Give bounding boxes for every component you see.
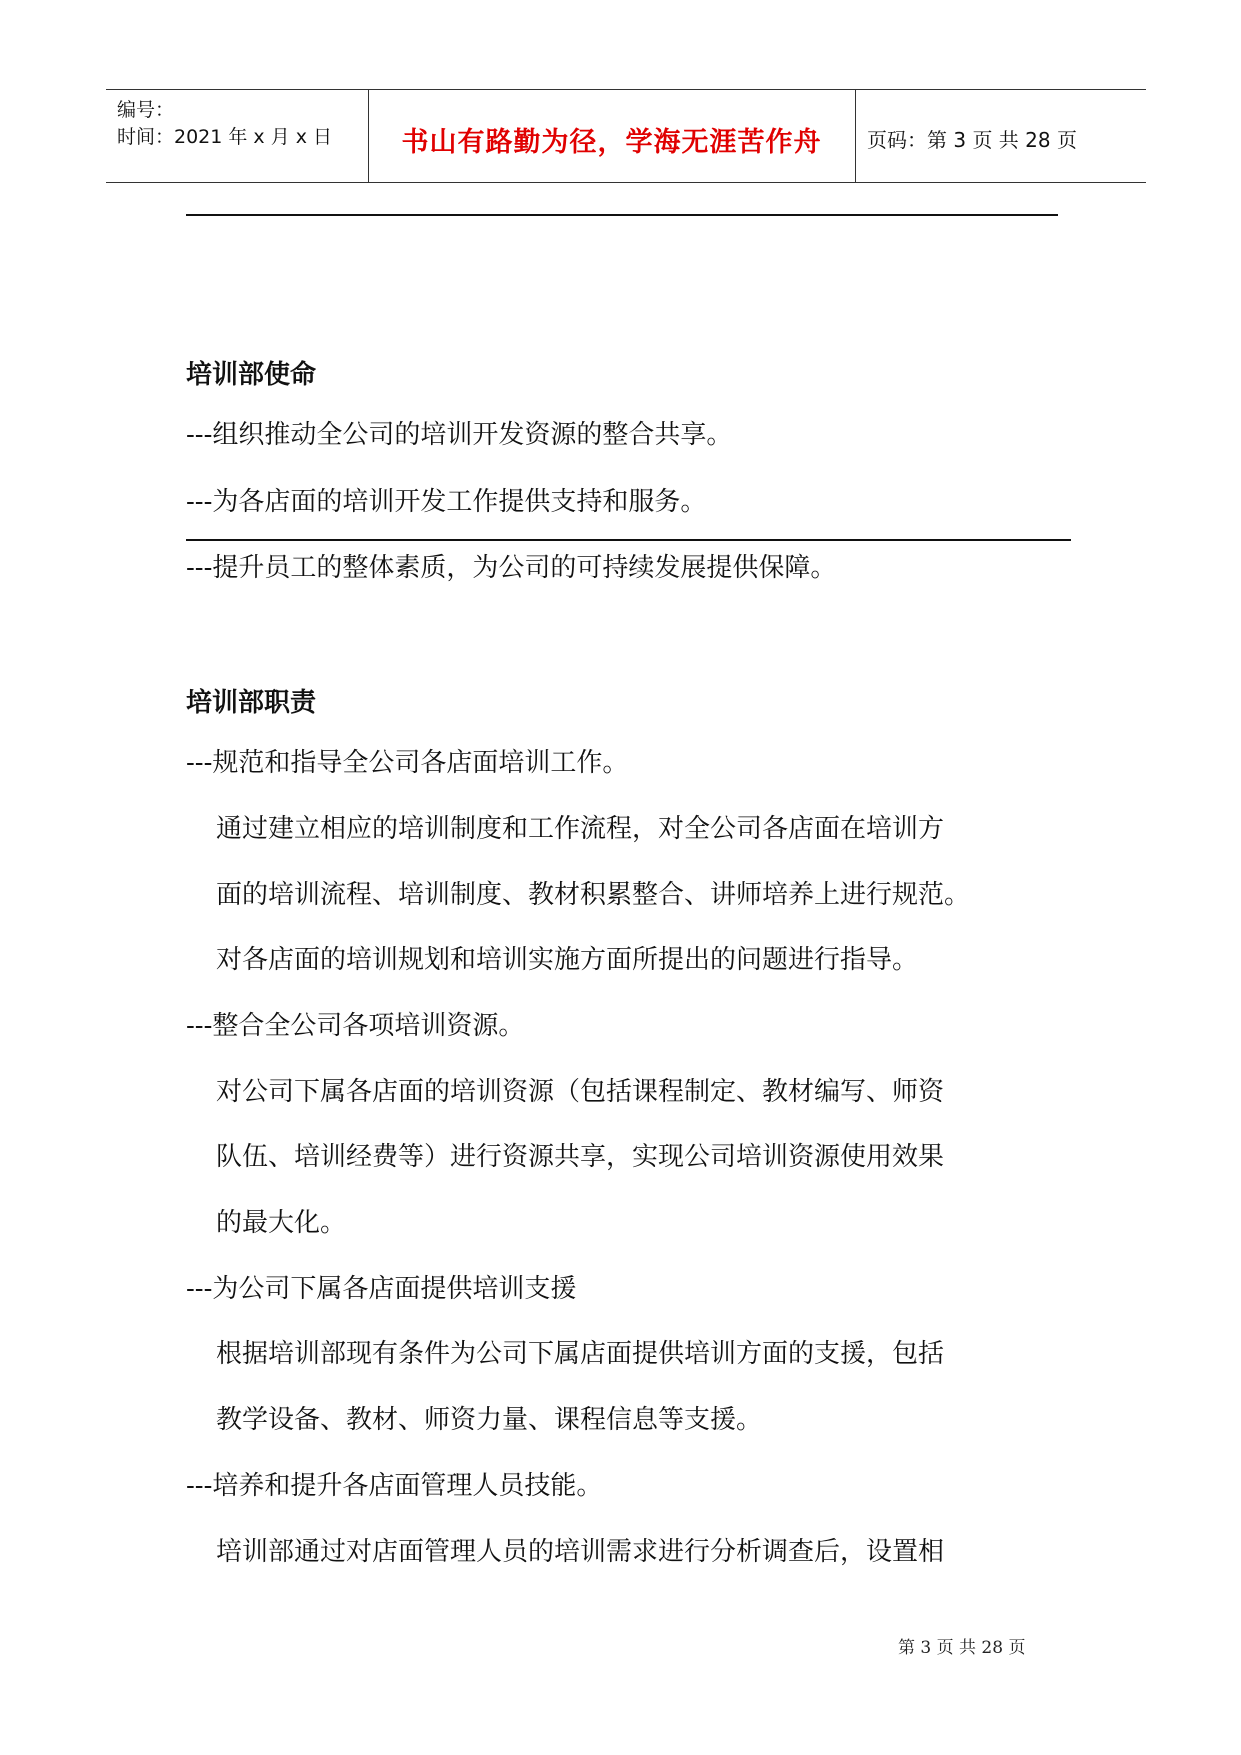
footer-page-number: 第 3 页 共 28 页 [898,1638,1026,1658]
header-meta-cell [106,90,369,182]
duty-line: ---为公司下属各店面提供培训支援 [186,1274,577,1304]
duty-line: 根据培训部现有条件为公司下属店面提供培训方面的支援，包括 [216,1339,945,1369]
duty-line: 教学设备、教材、师资力量、课程信息等支援。 [216,1405,763,1435]
mission-line: ---提升员工的整体素质，为公司的可持续发展提供保障。 [186,553,837,583]
duty-line: ---规范和指导全公司各店面培训工作。 [186,748,629,778]
mission-line: ---为各店面的培训开发工作提供支持和服务。 [186,487,707,517]
header-divider [186,214,1058,216]
motto: 书山有路勤为径，学海无涯苦作舟 [401,127,822,158]
duty-line: ---整合全公司各项培训资源。 [186,1011,525,1041]
duty-line: 队伍、培训经费等）进行资源共享，实现公司培训资源使用效果 [216,1142,945,1172]
mission-line: ---组织推动全公司的培训开发资源的整合共享。 [186,420,733,450]
section-heading-mission: 培训部使命 [186,360,317,390]
section-heading-duties: 培训部职责 [186,688,317,718]
duty-line: 培训部通过对店面管理人员的培训需求进行分析调查后，设置相 [216,1537,945,1567]
header-motto-cell [368,90,856,182]
number-label: 编号： [117,99,175,121]
header-page-info: 页码：第 3 页 共 28 页 [867,128,1077,152]
duty-line: 面的培训流程、培训制度、教材积累整合、讲师培养上进行规范。 [216,880,971,910]
duty-line: ---培养和提升各店面管理人员技能。 [186,1471,603,1501]
duty-line: 对公司下属各店面的培训资源（包括课程制定、教材编写、师资 [216,1077,945,1107]
duty-line: 通过建立相应的培训制度和工作流程，对全公司各店面在培训方 [216,814,945,844]
duty-line: 的最大化。 [216,1208,347,1238]
header-page-cell [855,90,1146,182]
time-label: 时间：2021 年 x 月 x 日 [117,126,333,148]
document-header [106,89,1146,183]
duty-line: 对各店面的培训规划和培训实施方面所提出的问题进行指导。 [216,945,919,975]
mid-divider [186,539,1071,541]
